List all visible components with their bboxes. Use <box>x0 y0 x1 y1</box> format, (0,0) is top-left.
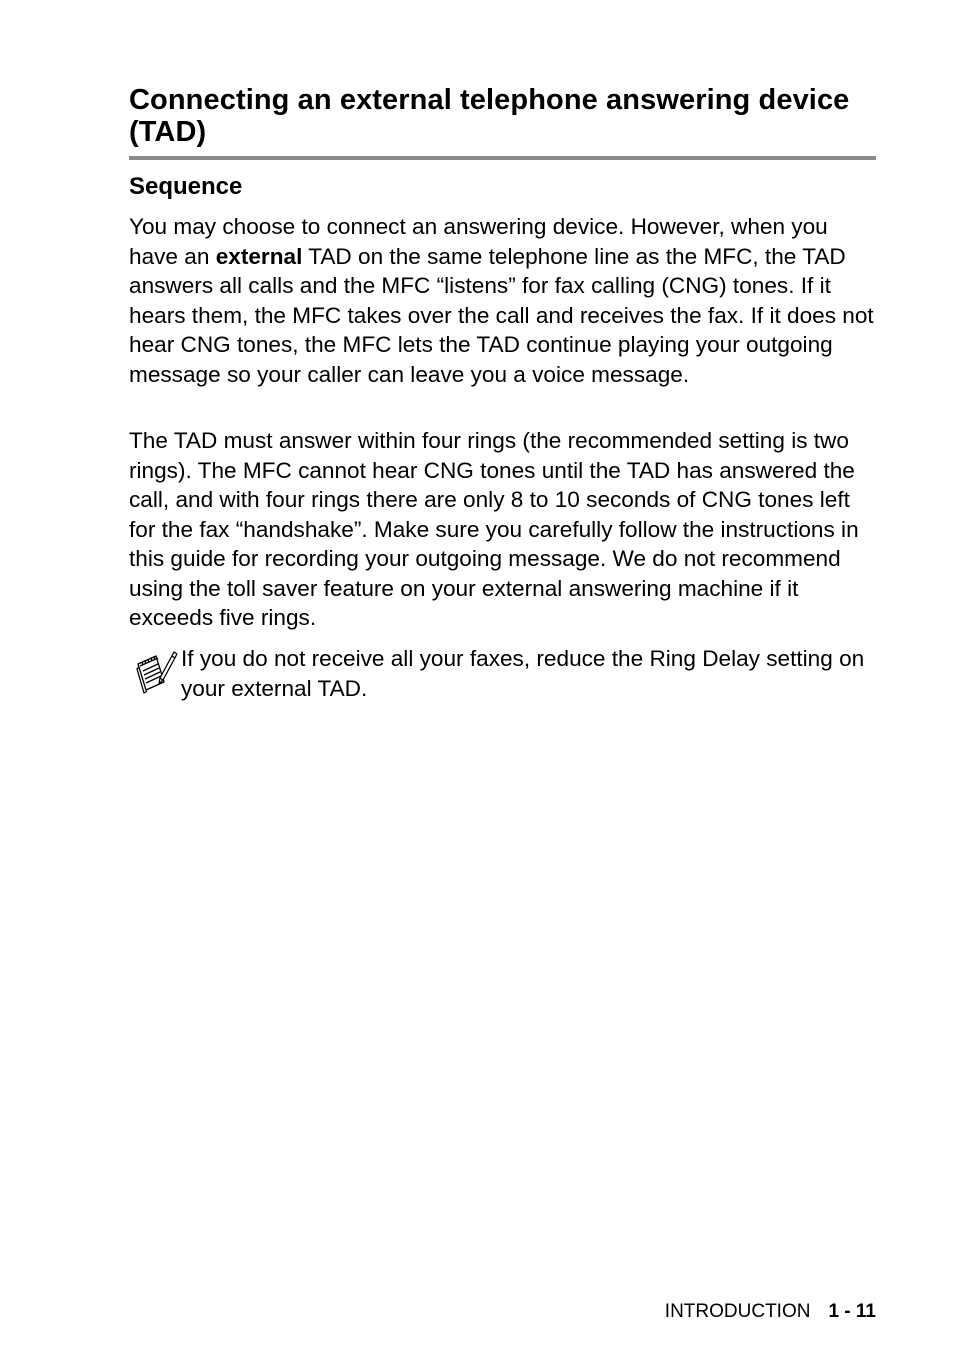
note-text: If you do not receive all your faxes, reduce the Ring Delay setting on your external TAD. <box>181 646 865 701</box>
note-pencil-icon <box>134 648 178 694</box>
paragraph-bold-term: external <box>215 243 303 269</box>
paragraph-connecting-tad <box>129 212 874 389</box>
section-title: Connecting an external telephone answering device (TAD) <box>129 84 850 148</box>
page-footer <box>665 1300 876 1324</box>
paragraph-tad-rings: The TAD must answer within four rings (the recommended setting is two rings). The MFC cannot hear CNG tones until the TAD has answered the call, and with four rings there are only 8 to 10 seconds of CNG tones left for the fax “handshake”. Make sure you carefully follow the instructions in this guide for recording your outgoing message. We do not recommend using the toll saver feature on your external answering machine if it exceeds five rings. <box>129 428 859 630</box>
paragraph-text-after-bold: TAD on the same telephone line as the MFC, the TAD answers all calls and the MFC “listens” for fax calling (CNG) tones. If it hears them, the MFC takes over the call and receives the fax. If it does not hear CNG tones, the MFC lets the TAD continue playing your outgoing message so your caller can leave you a voice message. <box>129 243 874 387</box>
footer-chapter-name: INTRODUCTION <box>664 1301 811 1322</box>
paragraph-text-before-bold: You may choose to connect an answering device. However, when you have an <box>129 214 828 269</box>
footer-page-number: 1 - 11 <box>828 1301 876 1322</box>
title-underline-rule <box>129 156 876 160</box>
subsection-title: Sequence <box>129 173 243 200</box>
